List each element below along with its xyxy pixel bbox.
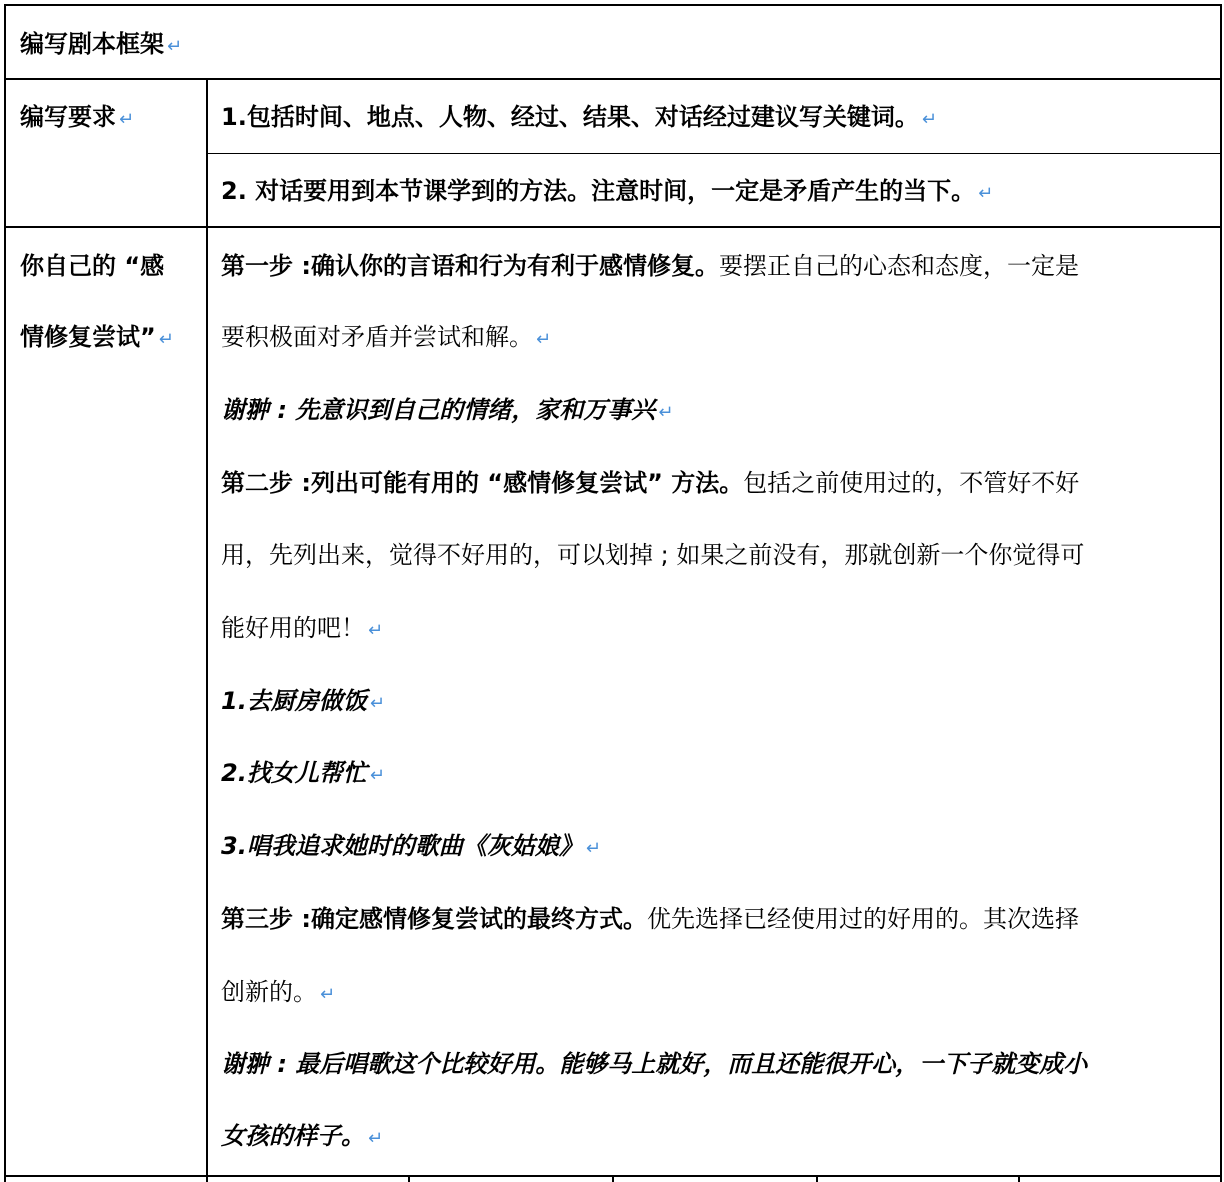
paragraph-mark-icon: ↵ — [658, 402, 674, 423]
option-3: 3.唱我追求她时的歌曲《灰姑娘》 ↵ — [221, 832, 601, 860]
bottom-row-divider-4 — [1018, 1175, 1020, 1182]
option-2: 2.找女儿帮忙 ↵ — [221, 759, 385, 787]
paragraph-mark-icon: ↵ — [921, 109, 937, 130]
row-divider-requirements-inner — [206, 153, 1222, 154]
requirements-label: 编写要求 ↵ — [20, 103, 135, 131]
table-border-left — [4, 4, 6, 1182]
paragraph-mark-icon: ↵ — [368, 1128, 384, 1149]
option-1: 1.去厨房做饭 ↵ — [221, 687, 385, 715]
paragraph-mark-icon: ↵ — [368, 620, 384, 641]
requirement-item-1: 1.包括时间、地点、人物、经过、结果、对话经过建议写关键词。 ↵ — [221, 103, 937, 131]
step2-line1: 第二步 :列出可能有用的 “感情修复尝试” 方法。包括之前使用过的，不管好不好 — [221, 469, 1080, 497]
paragraph-mark-icon: ↵ — [585, 838, 601, 859]
step2-line3: 能好用的吧！ ↵ — [221, 614, 384, 642]
note-1: 谢翀 : 先意识到自己的情绪，家和万事兴 ↵ — [221, 396, 674, 424]
row-divider-requirements — [4, 226, 1222, 228]
attempt-label-line2: 情修复尝试” ↵ — [20, 323, 174, 351]
table-title: 编写剧本框架 ↵ — [20, 30, 183, 58]
paragraph-mark-icon: ↵ — [158, 329, 174, 350]
note-2-line2: 女孩的样子。 ↵ — [221, 1122, 384, 1150]
step1-line1: 第一步 :确认你的言语和行为有利于感情修复。要摆正自己的心态和态度，一定是 — [221, 252, 1079, 280]
column-divider — [206, 78, 208, 1182]
note-2-line1: 谢翀 : 最后唱歌这个比较好用。能够马上就好，而且还能很开心，一下子就变成小 — [221, 1050, 1088, 1078]
paragraph-mark-icon: ↵ — [369, 765, 385, 786]
step2-line2: 用，先列出来，觉得不好用的，可以划掉 ; 如果之前没有，那就创新一个你觉得可 — [221, 541, 1085, 569]
paragraph-mark-icon: ↵ — [369, 693, 385, 714]
bottom-row-divider-1 — [408, 1175, 410, 1182]
attempt-label-line1: 你自己的 “感 — [20, 252, 165, 280]
table-border-right — [1220, 4, 1222, 1182]
step3-line1: 第三步 :确定感情修复尝试的最终方式。优先选择已经使用过的好用的。其次选择 — [221, 905, 1079, 933]
paragraph-mark-icon: ↵ — [978, 183, 994, 204]
paragraph-mark-icon: ↵ — [320, 984, 336, 1005]
bottom-row-divider-3 — [816, 1175, 818, 1182]
table-border-top — [4, 4, 1222, 6]
step3-line2: 创新的。 ↵ — [221, 978, 336, 1006]
paragraph-mark-icon: ↵ — [167, 36, 183, 57]
paragraph-mark-icon: ↵ — [536, 329, 552, 350]
bottom-row-divider-2 — [612, 1175, 614, 1182]
requirement-item-2: 2. 对话要用到本节课学到的方法。注意时间，一定是矛盾产生的当下。 ↵ — [221, 177, 994, 205]
row-divider-header — [4, 78, 1222, 80]
paragraph-mark-icon: ↵ — [119, 109, 135, 130]
step1-line2: 要积极面对矛盾并尝试和解。 ↵ — [221, 323, 552, 351]
